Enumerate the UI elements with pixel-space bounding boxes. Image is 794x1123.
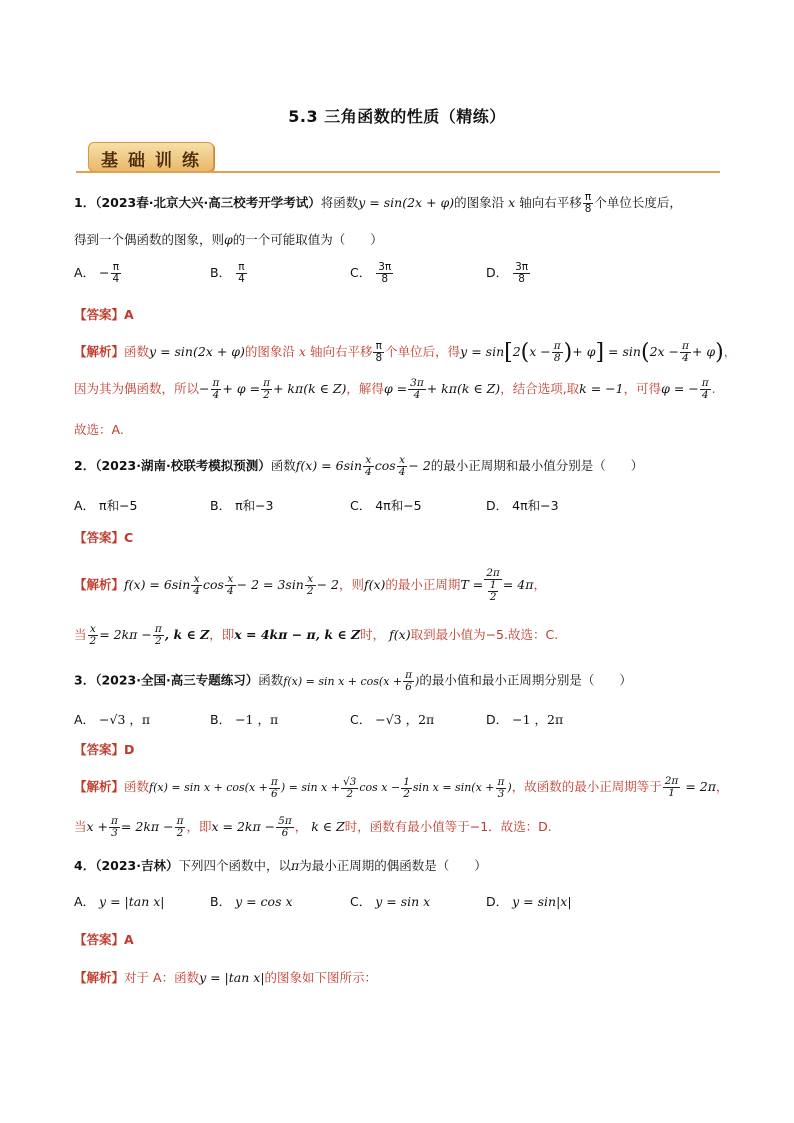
- q4-option-d-label: D．: [486, 894, 509, 909]
- q2-sol1-g: 的最小正周期: [385, 577, 461, 593]
- q3-sol2-frac2: [175, 816, 186, 839]
- q1-sol1-j: 2x −: [649, 344, 680, 359]
- q2-option-a-label: A．: [74, 498, 96, 513]
- q1-sol2-frac3-den: 4: [408, 389, 426, 401]
- q3-sol1-j: 2π: [699, 779, 716, 795]
- q1-shift-den: 8: [584, 203, 592, 216]
- q3-sol2-f: 5π: [278, 815, 292, 827]
- q2-option-c: [350, 496, 422, 514]
- q1-sol1-frac2-num: π: [682, 339, 689, 352]
- q3-sol1-frac3: [401, 777, 412, 800]
- q4-sol1-b: A：函数: [153, 970, 200, 985]
- q3-sol2-c: = 2kπ −: [120, 819, 174, 835]
- q3-analysis-label: 【解析】: [74, 779, 125, 795]
- q1-shift-fraction: [583, 192, 594, 215]
- q3-sol1-h: ，故函数的最小正周期等于: [511, 779, 662, 795]
- q2-sol1-k: 2: [489, 591, 497, 604]
- q4-option-c-label: C．: [350, 894, 372, 909]
- q1-sol2-c: + kπ(k ∈ Z): [272, 381, 347, 397]
- q1-sol1-g: x −: [529, 344, 551, 359]
- q4-sol1-d: 的图象如下图所示：: [264, 970, 378, 985]
- q1-option-d-fraction: [513, 262, 530, 285]
- q2-option-d: [486, 496, 559, 514]
- q1-sol2-frac4-num: π: [701, 377, 709, 389]
- q2-sol1-frac4: [484, 568, 502, 603]
- q3-source: （2023·全国·高三专题练习）: [95, 672, 259, 688]
- q1-sol1-fn: y = sin(2x + φ): [149, 344, 245, 359]
- q1-option-a: [74, 262, 122, 285]
- q2-sol2-f: 时，: [360, 627, 386, 643]
- q1-sol1-frac2: [680, 341, 691, 364]
- q2-sol1-c: − 2 = 3sin: [236, 577, 304, 593]
- q3-sol1-frac2: [341, 777, 358, 800]
- q2-fn-c: − 2: [408, 458, 431, 474]
- q1-sol1-d: 个单位后，得: [385, 344, 461, 359]
- q2-frac1-den: 4: [365, 466, 372, 479]
- q1-text-d: 个单位长度后，: [594, 195, 682, 211]
- q2-sol1-frac2: [225, 574, 236, 597]
- q1-sol2-e: φ =: [383, 381, 408, 397]
- q1-sol2-frac2: [261, 378, 272, 401]
- q3-answer-value: D: [124, 742, 135, 757]
- q4-text-a: 下列四个函数中，以: [178, 858, 292, 873]
- q4-option-a: [74, 892, 165, 910]
- q1-sol1-shift-den: 8: [375, 352, 383, 364]
- q3-sol1-expr: [149, 775, 512, 800]
- q1-sol2-expr3: [661, 377, 712, 402]
- q3-option-b-text: −1 ，π: [235, 712, 279, 727]
- q1-line2-a: 得到一个偶函数的图象，则: [74, 232, 225, 247]
- q3-sol2-frac1-num: π: [111, 815, 118, 827]
- q3-option-d-text: −1 ，2π: [512, 712, 564, 727]
- q1-option-c-label: C．: [350, 265, 372, 281]
- q4-option-a-label: A．: [74, 894, 96, 909]
- q2-sol2-g: f(x): [389, 627, 411, 643]
- q3-number: 3．: [74, 672, 96, 688]
- q3-sol1-a: 函数: [124, 779, 150, 795]
- q2-sol1-i: 2π: [486, 567, 500, 579]
- q2-sol1-frac2-den: 4: [226, 585, 234, 598]
- q1-sol1-frac2-den: 4: [680, 352, 691, 364]
- q2-source: （2023·湖南·校联考模拟预测）: [95, 458, 271, 474]
- q4-pi: π: [291, 858, 300, 873]
- q2-solution-line1: [74, 568, 546, 603]
- q2-answer: [74, 528, 133, 546]
- q3-frac-den: 6: [403, 681, 414, 693]
- q3-sol1-frac3-den: 2: [403, 787, 410, 800]
- q3-option-c-label: C．: [350, 712, 372, 727]
- q2-fn-b: cos: [374, 458, 396, 474]
- q2-sol2-expr: [87, 623, 210, 648]
- q3-sol1-frac1-den: 6: [269, 788, 280, 800]
- q1-line2-b: 的一个可能取值为（ ）: [232, 232, 383, 247]
- q2-number: 2．: [74, 458, 96, 474]
- q3-sol2-frac1-den: 3: [109, 827, 120, 839]
- q2-text-b: 的最小正周期和最小值分别是（ ）: [430, 458, 644, 474]
- q2-option-a: [74, 496, 138, 514]
- section-badge-label: 基础训练: [101, 151, 209, 171]
- q3-solution-line2: [74, 816, 552, 839]
- q3-text-b: 的最小值和最小正周期分别是（ ）: [419, 672, 632, 688]
- q2-sol2-d: ，即: [209, 627, 235, 643]
- q3-sol2-i: 时，函数有最小值等于−1．故选：D.: [344, 819, 552, 835]
- q1-stem-line2: [74, 230, 383, 248]
- q1-option-d-den: 8: [513, 273, 530, 285]
- q1-option-b-num: π: [238, 261, 245, 273]
- q3-sol2-frac3: [276, 816, 294, 839]
- q1-solution-line3: 故选：A.: [74, 422, 124, 437]
- q1-sol1-i: = sin: [608, 344, 641, 359]
- q1-phi: φ: [224, 232, 233, 247]
- q1-sol2-frac3-num: 3π: [410, 377, 424, 389]
- q2-option-d-label: D．: [486, 498, 509, 513]
- q4-option-b-label: B．: [210, 894, 232, 909]
- q1-shift-num: π: [584, 191, 592, 203]
- q2-sol1-l: = 4π: [502, 577, 534, 593]
- q1-sol1-h: + φ: [572, 344, 596, 359]
- q4-answer-label: 【答案】: [74, 932, 125, 947]
- q1-option-b-label: B．: [210, 265, 232, 281]
- q3-frac-num: π: [405, 669, 413, 681]
- q2-sol1-j: 1: [489, 579, 497, 592]
- q3-sol2-b: x +: [86, 819, 109, 835]
- q1-sol2-frac3: [408, 378, 426, 401]
- q2-sol2-frac2: [153, 624, 164, 647]
- q3-sol1-f: sin x = sin(x +: [412, 781, 495, 795]
- q1-sol2-f: + kπ(k ∈ Z): [426, 381, 501, 397]
- q2-option-c-label: C．: [350, 498, 372, 513]
- q4-option-b: [210, 892, 293, 910]
- q1-sol2-frac1-den: 4: [211, 389, 222, 401]
- section-banner: [76, 140, 720, 176]
- q2-sol1-frac1: [191, 574, 202, 597]
- q3-fn: f(x) = sin x + cos(x +: [283, 674, 403, 688]
- q2-sol2-frac2-num: π: [154, 623, 162, 635]
- q2-sol1-b: cos: [202, 577, 224, 593]
- q1-sol2-b: + φ =: [222, 381, 261, 397]
- q3-sol1-frac5-den: 1: [663, 787, 681, 799]
- section-rule: [76, 171, 720, 173]
- q3-sol1-frac3-num: 1: [403, 775, 410, 788]
- q1-analysis-label: 【解析】: [74, 344, 125, 359]
- q1-sol2-frac2-num: π: [263, 377, 270, 389]
- q1-sol2-j: φ = −: [661, 381, 699, 397]
- q2-answer-value: C: [124, 530, 134, 545]
- q2-sol1-expr: [124, 573, 339, 598]
- q3-sol1-frac4-den: 3: [496, 788, 507, 800]
- q3-option-b-label: B．: [210, 712, 232, 727]
- q2-sol1-frac2-num: x: [227, 573, 234, 586]
- q1-sol1-f: 2: [512, 344, 521, 359]
- q2-sol2-a: 当: [74, 627, 87, 643]
- q1-sol2-i: ，可得: [623, 381, 662, 397]
- q1-sol1-frac1: [552, 341, 563, 364]
- q2-sol2-h: 取到最小值为−5.故选：C.: [410, 627, 559, 643]
- q1-sol2-frac1: [211, 378, 222, 401]
- q1-sol2-frac2-den: 2: [261, 389, 272, 401]
- q1-function: y = sin(2x + φ): [358, 195, 455, 211]
- q2-sol2-b: = 2kπ −: [99, 627, 152, 643]
- q3-sol2-expr: [86, 815, 187, 840]
- q1-option-a-fraction: [111, 262, 122, 285]
- q3-sol1-b: f(x) = sin x + cos(x +: [149, 781, 268, 795]
- q2-stem: [74, 455, 643, 478]
- q2-sol1-frac3-num: x: [307, 573, 314, 586]
- q2-analysis-label: 【解析】: [74, 577, 125, 593]
- q2-sol2-c: , k ∈ Z: [164, 627, 210, 643]
- q4-source: （2023·吉林）: [95, 858, 179, 873]
- q1-stem-line1: [74, 192, 682, 215]
- q2-sol1-m: ，: [533, 577, 546, 593]
- q3-option-d: [486, 710, 563, 728]
- q3-sol1-frac1: [269, 777, 280, 800]
- q1-sol1-k: + φ: [691, 344, 716, 359]
- q3-sol2-frac2-den: 2: [175, 827, 186, 839]
- q3-sol1-c: ) = sin x +: [280, 781, 340, 795]
- q3-sol1-frac4-num: π: [497, 775, 505, 788]
- q2-option-c-text: 4π和−5: [375, 498, 422, 513]
- q1-number: 1．: [74, 195, 96, 211]
- q4-sol1-a: 对于: [124, 970, 150, 985]
- q3-option-d-label: D．: [486, 712, 509, 727]
- q4-option-a-text: y = |tan x|: [99, 894, 165, 909]
- q3-sol1-frac2-den: 2: [341, 788, 358, 800]
- q1-text-c: 轴向右平移: [519, 195, 582, 211]
- q2-frac2-den: 4: [398, 466, 406, 479]
- q1-solution-line2: 因为其为偶函数，所以− $\frac{\pi}{4}$ + φ = $\frac{\pi}{2}$ + kπ(k ∈ Z)，解得φ = $\frac{3\pi}{4}$ + kπ(k ∈ Z)，结合选项,取k = −1，可得φ = − $\frac{\pi}{4}$ .: [74, 377, 716, 402]
- q1-sol2-d: ，解得: [346, 381, 384, 397]
- q4-option-d-text: y = sin|x|: [512, 894, 572, 909]
- q2-sol1-frac5: [488, 580, 499, 603]
- q1-answer: [74, 305, 134, 323]
- q1-sol1-shift-fraction: [373, 341, 384, 364]
- q3-sol1-i: =: [685, 779, 696, 795]
- q2-fn-a: f(x) = 6sin: [295, 458, 363, 474]
- q2-sol1-frac1-num: x: [193, 573, 200, 586]
- section-badge: [88, 142, 214, 172]
- q1-sol1-c: 轴向右平移: [309, 344, 373, 359]
- q3-sol1-frac5-num: 2π: [664, 775, 679, 787]
- q2-option-d-text: 4π和−3: [512, 498, 559, 513]
- q1-option-d: [486, 262, 531, 285]
- q1-option-c-fraction: [376, 262, 393, 285]
- q3-answer: [74, 740, 134, 758]
- q1-sol2-frac4: [700, 378, 711, 401]
- q2-frac1-num: x: [365, 454, 372, 466]
- q1-axis: x: [508, 195, 516, 211]
- q2-sol1-frac4-den: [484, 579, 502, 603]
- q3-sol1-k: ，: [715, 779, 729, 795]
- q2-answer-label: 【答案】: [74, 530, 125, 545]
- q1-text-b: 的图象沿: [454, 195, 505, 211]
- q1-option-d-num: 3π: [515, 261, 529, 273]
- q1-source: （2023春·北京大兴·高三校考开学考试）: [95, 195, 321, 211]
- q2-sol1-frac3-den: 2: [306, 585, 314, 598]
- q4-option-d: [486, 892, 572, 910]
- q2-sol1-a: f(x) = 6sin: [124, 577, 191, 593]
- q3-sol1-g: ): [507, 781, 512, 795]
- q1-solution-line1: [74, 340, 736, 365]
- q4-text-b: 为最小正周期的偶函数是（ ）: [299, 858, 487, 873]
- q1-sol2-frac1-num: π: [212, 377, 220, 389]
- q3-sol1-frac5: [663, 776, 681, 799]
- q1-option-a-den: 4: [112, 273, 120, 286]
- q1-answer-label: 【答案】: [74, 307, 125, 322]
- q1-sol2-g: ，结合选项,取: [500, 381, 580, 397]
- q3-option-a-label: A．: [74, 712, 96, 727]
- q1-sol2-frac4-den: 4: [700, 389, 711, 401]
- q2-sol1-f: f(x): [363, 577, 386, 593]
- q3-sol2-frac3-den: 6: [276, 827, 294, 839]
- q2-sol2-frac1: [88, 624, 99, 647]
- q3-sol2-expr2: [211, 815, 294, 840]
- q3-sol1-e: cos x −: [359, 781, 401, 795]
- q3-sol2-a: 当: [74, 819, 87, 835]
- q3-function: [283, 669, 420, 694]
- q1-option-c-den: 8: [376, 273, 393, 285]
- q4-analysis-label: 【解析】: [74, 970, 125, 985]
- q1-sol2-expr1: − $\frac{\pi}{4}$ + φ = $\frac{\pi}{2}$ + kπ(k ∈ Z): [199, 377, 347, 402]
- q1-sol1-shift-num: π: [375, 339, 382, 352]
- q1-text-a: 将函数: [320, 195, 359, 211]
- q3-sol2-frac1: [109, 816, 120, 839]
- q3-sol2-frac2-num: π: [176, 815, 184, 827]
- q1-sol1-expression: y = sin[2(x − $\frac{\pi}{8}$ )+ φ] = sin(2x − $\frac{\pi}{4}$ + φ): [460, 339, 724, 365]
- q2-frac2: [397, 455, 408, 478]
- q3-stem: [74, 670, 632, 693]
- q3-sol2-h: k ∈ Z: [311, 819, 345, 835]
- q2-solution-line2: [74, 624, 558, 647]
- q3-sol1-frac1-num: π: [270, 775, 278, 788]
- q1-option-b: [210, 262, 248, 285]
- q4-answer-value: A: [124, 932, 134, 947]
- q4-answer: [74, 930, 134, 948]
- q2-sol2-frac1-den: 2: [89, 635, 97, 648]
- q2-sol1-d: − 2: [316, 577, 339, 593]
- q1-option-c-num: 3π: [378, 261, 392, 273]
- q4-sol1-c: y = |tan x|: [199, 970, 265, 985]
- q3-answer-label: 【答案】: [74, 742, 125, 757]
- q1-option-a-label: A．: [74, 265, 96, 281]
- q3-sol2-e: x = 2kπ −: [211, 819, 276, 835]
- q1-sol1-end: ，: [723, 344, 737, 359]
- q4-option-b-text: y = cos x: [235, 894, 293, 909]
- q2-sol2-frac2-den: 2: [153, 635, 164, 647]
- q1-option-b-fraction: [236, 262, 247, 285]
- q4-option-c: [350, 892, 430, 910]
- q1-sol1-a: 函数: [124, 344, 150, 359]
- q1-sol1-axis: x: [298, 344, 306, 359]
- q2-sol2-frac1-num: x: [89, 623, 96, 635]
- q2-option-b-label: B．: [210, 498, 232, 513]
- q1-option-d-label: D．: [486, 265, 509, 281]
- q4-solution-line1: [74, 968, 377, 986]
- q3-option-a-text: −√3 ，π: [99, 712, 151, 727]
- q3-sol2-d: ，即: [186, 819, 212, 835]
- q3-sol1-d: √3: [342, 775, 357, 788]
- q1-sol1-b: 的图象沿: [244, 344, 295, 359]
- q3-sol1-period: [662, 775, 716, 800]
- q2-sol1-frac1-den: 4: [193, 585, 200, 598]
- q1-option-b-den: 4: [238, 273, 245, 286]
- q3-sol2-g: ，: [294, 819, 308, 835]
- q3-option-a: [74, 710, 150, 728]
- q4-stem: [74, 856, 487, 874]
- q1-option-a-sign: −: [99, 265, 110, 281]
- q2-option-b-text: π和−3: [235, 498, 274, 513]
- q2-frac1: [363, 455, 374, 478]
- q3-option-c: [350, 710, 434, 728]
- q1-sol2-a: 因为其为偶函数，所以: [74, 381, 200, 397]
- q3-frac: [403, 670, 414, 693]
- q2-text-a: 函数: [270, 458, 296, 474]
- q1-sol1-frac1-num: π: [553, 339, 561, 352]
- q2-option-b: [210, 496, 274, 514]
- q2-sol1-frac3: [305, 574, 316, 597]
- q1-answer-value: A: [124, 307, 134, 322]
- q2-function: [295, 454, 431, 479]
- q3-text-a: 函数: [258, 672, 284, 688]
- page-title: 5.3 三角函数的性质（精练）: [288, 107, 506, 126]
- q2-sol2-e: x = 4kπ − π, k ∈ Z: [234, 627, 361, 643]
- q3-option-c-text: −√3 ，2π: [375, 712, 435, 727]
- q3-solution-line1: [74, 776, 728, 800]
- q1-sol2-h: k = −1: [579, 381, 624, 397]
- q3-sol1-frac4: [496, 777, 507, 800]
- q2-frac2-num: x: [399, 454, 405, 466]
- q3-option-b: [210, 710, 278, 728]
- q4-option-c-text: y = sin x: [375, 894, 431, 909]
- q4-number: 4．: [74, 858, 96, 873]
- q2-sol1-e: ，则: [338, 577, 364, 593]
- q1-option-c: [350, 262, 394, 285]
- q2-option-a-text: π和−5: [99, 498, 138, 513]
- q2-sol1-h: T =: [460, 577, 484, 593]
- q1-sol2-expr2: [383, 377, 501, 402]
- q1-sol1-e: y = sin: [460, 344, 505, 359]
- q1-sol1-frac1-den: 8: [552, 352, 563, 364]
- q1-option-a-num: π: [112, 261, 120, 273]
- q3-fn-end: ): [415, 674, 420, 688]
